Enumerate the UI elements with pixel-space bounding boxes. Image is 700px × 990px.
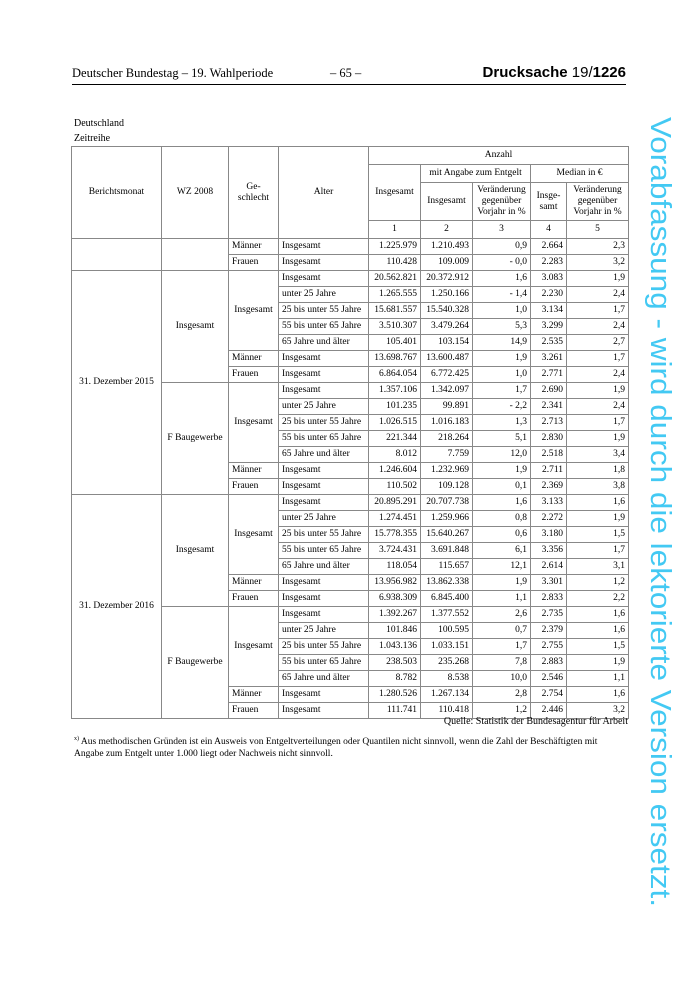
cell-median-veraenderung: 1,5	[567, 639, 629, 655]
cell-median: 3.356	[531, 543, 567, 559]
cell-alter: Insgesamt	[279, 479, 369, 495]
cell-veraenderung: 1,6	[473, 495, 531, 511]
cell-geschlecht: Insgesamt	[229, 271, 279, 351]
cell-insgesamt: 8.012	[369, 447, 421, 463]
cell-insgesamt: 6.864.054	[369, 367, 421, 383]
cell-geschlecht: Männer	[229, 687, 279, 703]
cell-alter: 65 Jahre und älter	[279, 559, 369, 575]
cell-mit-angabe: 1.342.097	[421, 383, 473, 399]
cell-geschlecht: Frauen	[229, 255, 279, 271]
cell-veraenderung: 0,1	[473, 479, 531, 495]
cell-veraenderung: 6,1	[473, 543, 531, 559]
cell-veraenderung: 0,6	[473, 527, 531, 543]
cell-geschlecht: Männer	[229, 239, 279, 255]
cell-veraenderung: - 1,4	[473, 287, 531, 303]
cell-alter: Insgesamt	[279, 239, 369, 255]
cell-median-veraenderung: 2,7	[567, 335, 629, 351]
cell-mit-angabe: 6.845.400	[421, 591, 473, 607]
cell-insgesamt: 3.724.431	[369, 543, 421, 559]
footnote: $^{x)}$ Aus methodischen Gründen ist ein Ausweis von Entgeltverteilungen oder Quantilen nicht sinnvoll, wenn die Zahl der Beschäftigten mit Angabe zum Entgelt unter 1.000 liegt oder Nachweis nicht sinnvoll.	[74, 736, 598, 760]
cell-veraenderung: 0,9	[473, 239, 531, 255]
cell-veraenderung: 1,2	[473, 703, 531, 719]
header-left: Deutscher Bundestag – 19. Wahlperiode	[72, 66, 274, 80]
table-row	[72, 271, 629, 287]
cell-geschlecht: Insgesamt	[229, 383, 279, 463]
cell-geschlecht: Männer	[229, 575, 279, 591]
cell-alter: 65 Jahre und älter	[279, 335, 369, 351]
cell-wz: F Baugewerbe	[162, 383, 229, 495]
cell-median: 3.133	[531, 495, 567, 511]
cell-veraenderung: 1,7	[473, 639, 531, 655]
col-insgesamt: Insgesamt	[369, 165, 421, 221]
cell-mit-angabe: 235.268	[421, 655, 473, 671]
cell-insgesamt: 1.246.604	[369, 463, 421, 479]
table-row	[72, 495, 629, 511]
cell-alter: 55 bis unter 65 Jahre	[279, 319, 369, 335]
watermark	[641, 117, 700, 907]
cell-geschlecht: Insgesamt	[229, 495, 279, 575]
cell-veraenderung: 5,3	[473, 319, 531, 335]
cell-mit-angabe: 218.264	[421, 431, 473, 447]
cell-mit-angabe: 3.479.264	[421, 319, 473, 335]
cell-veraenderung: 1,9	[473, 351, 531, 367]
cell-insgesamt: 1.026.515	[369, 415, 421, 431]
cell-mit-angabe: 8.538	[421, 671, 473, 687]
cell-median: 2.272	[531, 511, 567, 527]
cell-mit-angabe: 1.377.552	[421, 607, 473, 623]
cell-alter: 55 bis unter 65 Jahre	[279, 543, 369, 559]
table-header	[72, 147, 629, 239]
cell-median-veraenderung: 1,9	[567, 655, 629, 671]
cell-veraenderung: 1,1	[473, 591, 531, 607]
empty-cell	[72, 239, 162, 271]
cell-alter: Insgesamt	[279, 703, 369, 719]
cell-median: 2.754	[531, 687, 567, 703]
cell-median-veraenderung: 3,4	[567, 447, 629, 463]
cell-veraenderung: 1,0	[473, 367, 531, 383]
cell-veraenderung: 2,8	[473, 687, 531, 703]
col-veraenderung-2: Veränderung gegenüber Vorjahr in %	[567, 183, 629, 221]
source-note: Quelle: Statistik der Bundesagentur für Arbeit	[443, 716, 628, 727]
cell-median-veraenderung: 1,6	[567, 495, 629, 511]
cell-insgesamt: 13.956.982	[369, 575, 421, 591]
cell-geschlecht: Männer	[229, 351, 279, 367]
data-table	[71, 146, 629, 719]
col-berichtsmonat: Berichtsmonat	[72, 147, 162, 239]
cell-median-veraenderung: 2,4	[567, 319, 629, 335]
cell-alter: Insgesamt	[279, 575, 369, 591]
cell-mit-angabe: 1.267.134	[421, 687, 473, 703]
cell-median-veraenderung: 1,7	[567, 351, 629, 367]
cell-mit-angabe: 13.600.487	[421, 351, 473, 367]
cell-median: 3.261	[531, 351, 567, 367]
col-wz: WZ 2008	[162, 147, 229, 239]
cell-mit-angabe: 109.009	[421, 255, 473, 271]
cell-veraenderung: 14,9	[473, 335, 531, 351]
col-insgesamt-2: Insgesamt	[421, 183, 473, 221]
region-label: Deutschland	[74, 118, 124, 129]
cell-insgesamt: 1.043.136	[369, 639, 421, 655]
cell-insgesamt: 15.681.557	[369, 303, 421, 319]
cell-median-veraenderung: 1,5	[567, 527, 629, 543]
cell-median-veraenderung: 3,1	[567, 559, 629, 575]
cell-insgesamt: 238.503	[369, 655, 421, 671]
cell-alter: 65 Jahre und älter	[279, 447, 369, 463]
cell-median: 3.301	[531, 575, 567, 591]
cell-mit-angabe: 6.772.425	[421, 367, 473, 383]
cell-alter: unter 25 Jahre	[279, 399, 369, 415]
cell-insgesamt: 1.274.451	[369, 511, 421, 527]
cell-alter: 55 bis unter 65 Jahre	[279, 431, 369, 447]
watermark-text: Vorabfassung - wird durch die lektorierte Version ersetzt.	[644, 117, 676, 844]
cell-veraenderung: 10,0	[473, 671, 531, 687]
col-veraenderung: Veränderung gegenüber Vorjahr in %	[473, 183, 531, 221]
cell-mit-angabe: 1.210.493	[421, 239, 473, 255]
col-number: 3	[473, 221, 531, 239]
cell-median-veraenderung: 2,3	[567, 239, 629, 255]
series-label: Zeitreihe	[74, 133, 111, 144]
col-insge-samt: Insge- samt	[531, 183, 567, 221]
cell-mit-angabe: 15.640.267	[421, 527, 473, 543]
cell-geschlecht: Frauen	[229, 703, 279, 719]
cell-mit-angabe: 20.372.912	[421, 271, 473, 287]
cell-alter: unter 25 Jahre	[279, 511, 369, 527]
cell-median-veraenderung: 1,7	[567, 303, 629, 319]
cell-median-veraenderung: 1,9	[567, 271, 629, 287]
cell-insgesamt: 1.225.979	[369, 239, 421, 255]
cell-insgesamt: 1.265.555	[369, 287, 421, 303]
cell-median: 2.283	[531, 255, 567, 271]
cell-berichtsmonat: 31. Dezember 2015	[72, 271, 162, 495]
col-alter: Alter	[279, 147, 369, 239]
cell-veraenderung: 1,3	[473, 415, 531, 431]
col-number: 4	[531, 221, 567, 239]
cell-alter: Insgesamt	[279, 463, 369, 479]
cell-insgesamt: 3.510.307	[369, 319, 421, 335]
cell-mit-angabe: 20.707.738	[421, 495, 473, 511]
cell-insgesamt: 20.562.821	[369, 271, 421, 287]
col-number: 5	[567, 221, 629, 239]
cell-veraenderung: 1,0	[473, 303, 531, 319]
cell-alter: Insgesamt	[279, 687, 369, 703]
cell-median-veraenderung: 2,4	[567, 399, 629, 415]
cell-alter: 25 bis unter 55 Jahre	[279, 527, 369, 543]
cell-median-veraenderung: 2,4	[567, 367, 629, 383]
cell-median-veraenderung: 1,9	[567, 431, 629, 447]
table-body	[72, 239, 629, 719]
col-number: 2	[421, 221, 473, 239]
empty-cell	[162, 239, 229, 271]
cell-insgesamt: 105.401	[369, 335, 421, 351]
cell-veraenderung: 1,7	[473, 383, 531, 399]
cell-insgesamt: 110.428	[369, 255, 421, 271]
cell-median: 2.379	[531, 623, 567, 639]
cell-insgesamt: 8.782	[369, 671, 421, 687]
cell-veraenderung: 1,9	[473, 463, 531, 479]
cell-median: 2.614	[531, 559, 567, 575]
cell-alter: Insgesamt	[279, 351, 369, 367]
cell-wz: Insgesamt	[162, 271, 229, 383]
cell-alter: Insgesamt	[279, 383, 369, 399]
cell-mit-angabe: 1.232.969	[421, 463, 473, 479]
cell-insgesamt: 6.938.309	[369, 591, 421, 607]
cell-alter: Insgesamt	[279, 367, 369, 383]
cell-median: 2.446	[531, 703, 567, 719]
col-mit-angabe: mit Angabe zum Entgelt	[421, 165, 531, 183]
cell-geschlecht: Frauen	[229, 479, 279, 495]
cell-median: 2.883	[531, 655, 567, 671]
cell-mit-angabe: 103.154	[421, 335, 473, 351]
cell-median: 2.546	[531, 671, 567, 687]
cell-median: 2.830	[531, 431, 567, 447]
cell-alter: 25 bis unter 55 Jahre	[279, 303, 369, 319]
cell-insgesamt: 101.235	[369, 399, 421, 415]
cell-alter: Insgesamt	[279, 271, 369, 287]
cell-wz: F Baugewerbe	[162, 607, 229, 719]
cell-mit-angabe: 110.418	[421, 703, 473, 719]
cell-geschlecht: Frauen	[229, 367, 279, 383]
cell-median-veraenderung: 1,2	[567, 575, 629, 591]
cell-mit-angabe: 99.891	[421, 399, 473, 415]
cell-veraenderung: 7,8	[473, 655, 531, 671]
cell-insgesamt: 111.741	[369, 703, 421, 719]
table-row	[72, 239, 629, 255]
cell-veraenderung: - 0,0	[473, 255, 531, 271]
cell-alter: 25 bis unter 55 Jahre	[279, 415, 369, 431]
col-anzahl: Anzahl	[369, 147, 629, 165]
col-geschlecht: Ge- schlecht	[229, 147, 279, 239]
cell-median: 2.664	[531, 239, 567, 255]
cell-mit-angabe: 13.862.338	[421, 575, 473, 591]
cell-mit-angabe: 15.540.328	[421, 303, 473, 319]
col-median: Median in €	[531, 165, 629, 183]
cell-median-veraenderung: 3,2	[567, 255, 629, 271]
cell-median: 2.341	[531, 399, 567, 415]
cell-alter: Insgesamt	[279, 607, 369, 623]
drucksache-number: Drucksache 19/1226	[482, 64, 626, 81]
cell-mit-angabe: 3.691.848	[421, 543, 473, 559]
cell-median-veraenderung: 1,6	[567, 623, 629, 639]
cell-insgesamt: 1.357.106	[369, 383, 421, 399]
cell-insgesamt: 221.344	[369, 431, 421, 447]
cell-veraenderung: - 2,2	[473, 399, 531, 415]
cell-mit-angabe: 1.250.166	[421, 287, 473, 303]
cell-mit-angabe: 1.016.183	[421, 415, 473, 431]
cell-veraenderung: 12,0	[473, 447, 531, 463]
col-number: 1	[369, 221, 421, 239]
cell-alter: 25 bis unter 55 Jahre	[279, 639, 369, 655]
cell-veraenderung: 2,6	[473, 607, 531, 623]
cell-geschlecht: Insgesamt	[229, 607, 279, 687]
cell-veraenderung: 1,9	[473, 575, 531, 591]
cell-median: 2.735	[531, 607, 567, 623]
cell-mit-angabe: 1.259.966	[421, 511, 473, 527]
cell-median: 2.230	[531, 287, 567, 303]
cell-median-veraenderung: 1,7	[567, 543, 629, 559]
cell-insgesamt: 20.895.291	[369, 495, 421, 511]
cell-geschlecht: Männer	[229, 463, 279, 479]
cell-mit-angabe: 7.759	[421, 447, 473, 463]
cell-median-veraenderung: 1,7	[567, 415, 629, 431]
cell-median-veraenderung: 2,4	[567, 287, 629, 303]
cell-median-veraenderung: 1,8	[567, 463, 629, 479]
cell-mit-angabe: 109.128	[421, 479, 473, 495]
cell-median: 3.299	[531, 319, 567, 335]
cell-median-veraenderung: 1,6	[567, 687, 629, 703]
cell-alter: unter 25 Jahre	[279, 287, 369, 303]
page-number: – 65 –	[330, 66, 362, 80]
cell-insgesamt: 1.280.526	[369, 687, 421, 703]
cell-insgesamt: 110.502	[369, 479, 421, 495]
cell-median: 3.180	[531, 527, 567, 543]
cell-median: 2.833	[531, 591, 567, 607]
cell-veraenderung: 0,7	[473, 623, 531, 639]
cell-mit-angabe: 115.657	[421, 559, 473, 575]
cell-alter: 55 bis unter 65 Jahre	[279, 655, 369, 671]
cell-median-veraenderung: 3,2	[567, 703, 629, 719]
cell-insgesamt: 101.846	[369, 623, 421, 639]
cell-median: 3.083	[531, 271, 567, 287]
cell-veraenderung: 1,6	[473, 271, 531, 287]
cell-median: 2.535	[531, 335, 567, 351]
cell-median: 2.711	[531, 463, 567, 479]
cell-median-veraenderung: 3,8	[567, 479, 629, 495]
cell-median-veraenderung: 1,1	[567, 671, 629, 687]
cell-insgesamt: 118.054	[369, 559, 421, 575]
cell-veraenderung: 12,1	[473, 559, 531, 575]
cell-berichtsmonat: 31. Dezember 2016	[72, 495, 162, 719]
cell-alter: Insgesamt	[279, 255, 369, 271]
cell-median: 2.755	[531, 639, 567, 655]
cell-alter: Insgesamt	[279, 495, 369, 511]
cell-median: 3.134	[531, 303, 567, 319]
cell-mit-angabe: 100.595	[421, 623, 473, 639]
cell-median-veraenderung: 1,9	[567, 383, 629, 399]
cell-median: 2.713	[531, 415, 567, 431]
cell-median: 2.369	[531, 479, 567, 495]
cell-alter: Insgesamt	[279, 591, 369, 607]
cell-insgesamt: 1.392.267	[369, 607, 421, 623]
cell-alter: 65 Jahre und älter	[279, 671, 369, 687]
cell-median: 2.771	[531, 367, 567, 383]
cell-veraenderung: 0,8	[473, 511, 531, 527]
cell-median: 2.518	[531, 447, 567, 463]
cell-veraenderung: 5,1	[473, 431, 531, 447]
cell-insgesamt: 15.778.355	[369, 527, 421, 543]
cell-median-veraenderung: 1,6	[567, 607, 629, 623]
cell-geschlecht: Frauen	[229, 591, 279, 607]
cell-median-veraenderung: 2,2	[567, 591, 629, 607]
cell-alter: unter 25 Jahre	[279, 623, 369, 639]
page-header	[72, 66, 626, 85]
cell-wz: Insgesamt	[162, 495, 229, 607]
cell-median: 2.690	[531, 383, 567, 399]
cell-median-veraenderung: 1,9	[567, 511, 629, 527]
cell-mit-angabe: 1.033.151	[421, 639, 473, 655]
cell-insgesamt: 13.698.767	[369, 351, 421, 367]
